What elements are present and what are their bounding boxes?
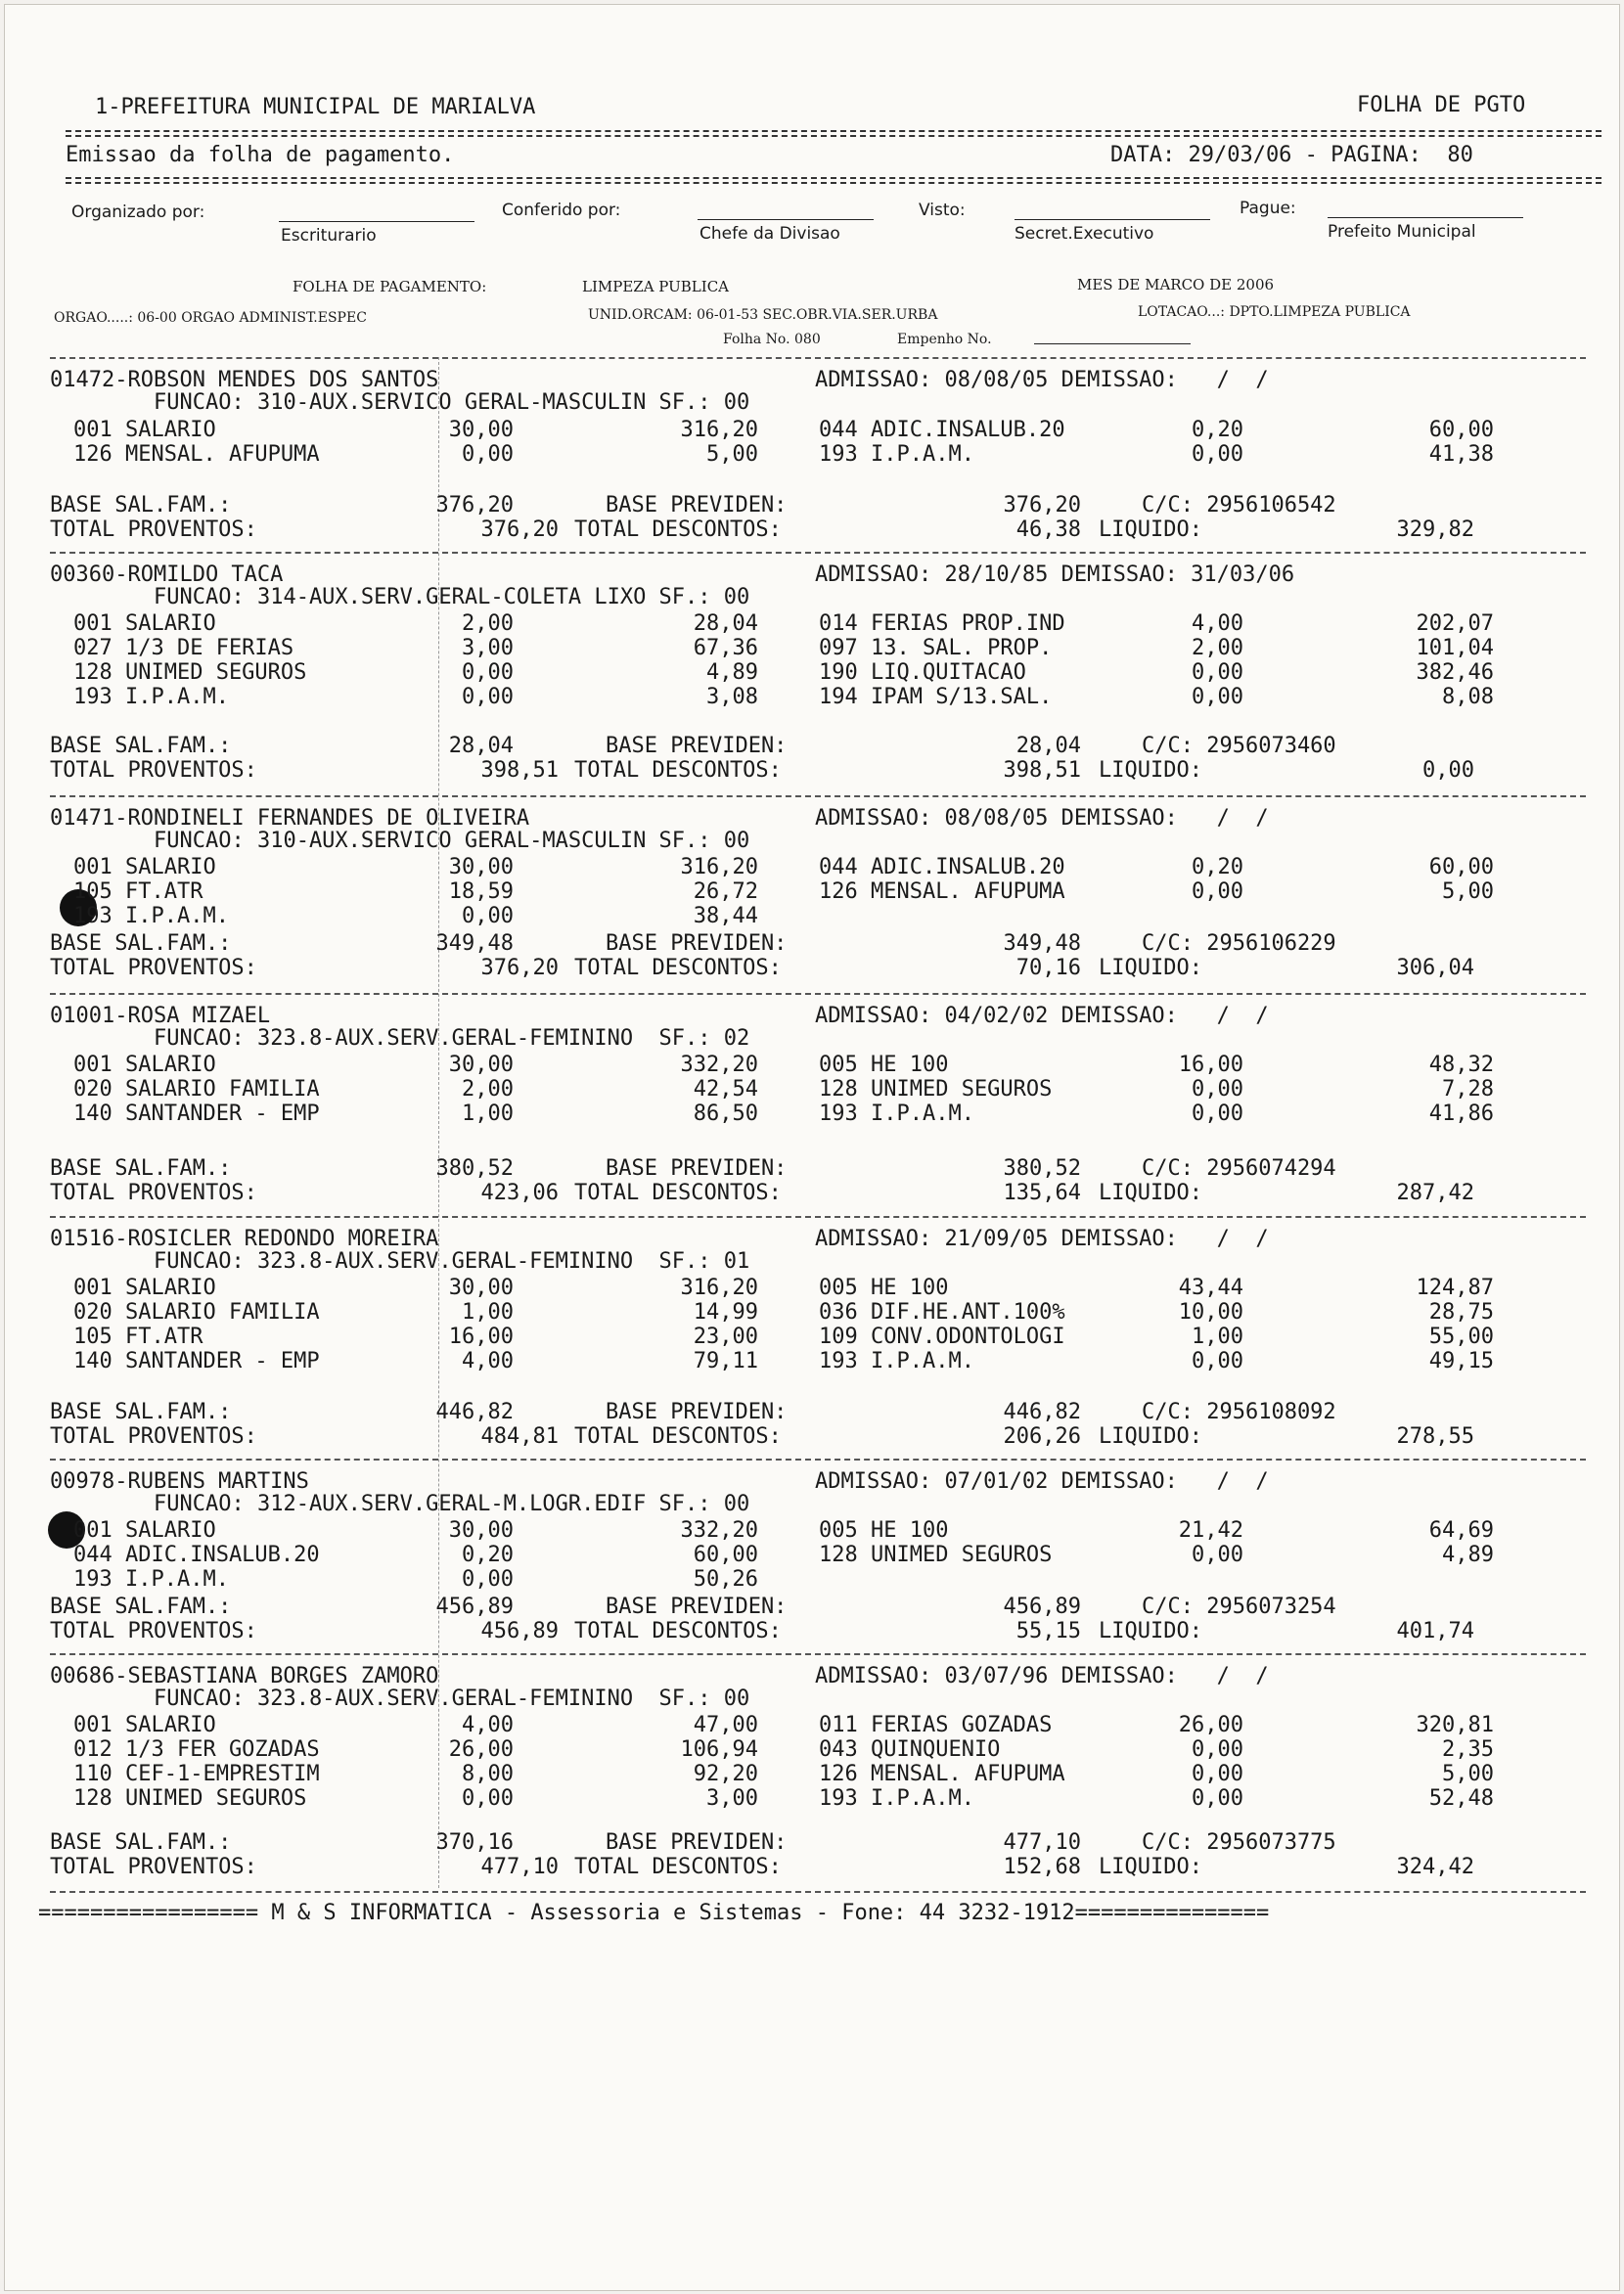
base-previden-label: BASE PREVIDEN:: [606, 1156, 788, 1181]
earning-quantity: 2,00: [462, 1077, 514, 1102]
earning-value: 316,20: [680, 855, 758, 879]
deduction-quantity: 1,00: [1192, 1325, 1243, 1349]
base-sal-fam-value: 28,04: [448, 734, 514, 758]
liquido-label: LIQUIDO:: [1099, 1619, 1202, 1643]
base-sal-fam-label: BASE SAL.FAM.:: [50, 931, 232, 956]
deduction-quantity: 0,00: [1192, 879, 1243, 904]
base-sal-fam-value: 446,82: [435, 1400, 514, 1424]
base-sal-fam-label: BASE SAL.FAM.:: [50, 1830, 232, 1855]
deduction-description: 044 ADIC.INSALUB.20: [819, 418, 1065, 442]
earning-value: 3,08: [706, 685, 758, 709]
deduction-value: 4,89: [1442, 1543, 1494, 1567]
base-previden-value: 446,82: [1003, 1400, 1081, 1424]
liquido-label: LIQUIDO:: [1099, 1855, 1202, 1879]
earning-value: 332,20: [680, 1518, 758, 1543]
deduction-value: 48,32: [1428, 1053, 1494, 1077]
earning-quantity: 26,00: [448, 1737, 514, 1762]
doc-type: FOLHA DE PGTO: [1357, 93, 1526, 117]
folha-no: Folha No. 080: [723, 332, 821, 347]
header-divider-bottom: [66, 177, 1601, 184]
deduction-quantity: 0,00: [1192, 685, 1243, 709]
bank-account: C/C: 2956073775: [1142, 1830, 1336, 1855]
total-descontos-label: TOTAL DESCONTOS:: [574, 956, 782, 980]
employee-admissao: ADMISSAO: 21/09/05 DEMISSAO: / /: [815, 1227, 1269, 1251]
base-previden-value: 28,04: [1015, 734, 1081, 758]
earning-value: 60,00: [693, 1543, 758, 1567]
employee-divider: [50, 552, 1586, 554]
earning-description: 001 SALARIO: [73, 418, 216, 442]
deduction-description: 193 I.P.A.M.: [819, 1786, 974, 1811]
earning-description: 001 SALARIO: [73, 1518, 216, 1543]
liquido-label: LIQUIDO:: [1099, 1181, 1202, 1205]
header-divider-top: [66, 130, 1601, 137]
total-proventos-label: TOTAL PROVENTOS:: [50, 1181, 257, 1205]
liquido-value: 306,04: [1396, 956, 1474, 980]
deduction-quantity: 0,00: [1192, 1762, 1243, 1786]
earning-quantity: 16,00: [448, 1325, 514, 1349]
deduction-value: 101,04: [1416, 636, 1494, 660]
employee-name: 01001-ROSA MIZAEL: [50, 1004, 271, 1028]
deduction-value: 320,81: [1416, 1713, 1494, 1737]
earning-value: 106,94: [680, 1737, 758, 1762]
liquido-value: 0,00: [1422, 758, 1474, 783]
base-previden-value: 477,10: [1003, 1830, 1081, 1855]
empenho-line: [1034, 343, 1191, 344]
deduction-description: 005 HE 100: [819, 1053, 949, 1077]
deduction-quantity: 26,00: [1178, 1713, 1243, 1737]
deduction-description: 043 QUINQUENIO: [819, 1737, 1001, 1762]
earning-description: 020 SALARIO FAMILIA: [73, 1077, 320, 1102]
employee-funcao: FUNCAO: 323.8-AUX.SERV.GERAL-FEMININO SF.: 01: [154, 1249, 750, 1274]
role-secretario: Secret.Executivo: [1015, 224, 1154, 244]
folha-value: LIMPEZA PUBLICA: [582, 278, 729, 295]
deduction-value: 41,38: [1428, 442, 1494, 467]
bank-account: C/C: 2956073460: [1142, 734, 1336, 758]
deduction-quantity: 0,00: [1192, 1349, 1243, 1373]
base-sal-fam-label: BASE SAL.FAM.:: [50, 493, 232, 517]
orgao-label: ORGAO.....: 06-00 ORGAO ADMINIST.ESPEC: [54, 310, 367, 326]
base-previden-label: BASE PREVIDEN:: [606, 931, 788, 956]
base-previden-label: BASE PREVIDEN:: [606, 1830, 788, 1855]
employee-funcao: FUNCAO: 323.8-AUX.SERV.GERAL-FEMININO SF.: 00: [154, 1687, 750, 1711]
earning-quantity: 4,00: [462, 1349, 514, 1373]
earning-value: 5,00: [706, 442, 758, 467]
earning-quantity: 2,00: [462, 611, 514, 636]
seen-label: Visto:: [919, 201, 966, 220]
earning-description: 126 MENSAL. AFUPUMA: [73, 442, 320, 467]
earning-value: 23,00: [693, 1325, 758, 1349]
deduction-quantity: 0,00: [1192, 1737, 1243, 1762]
footer-divider: [50, 1891, 1586, 1893]
earning-value: 50,26: [693, 1567, 758, 1592]
earning-quantity: 30,00: [448, 1053, 514, 1077]
employee-name: 01516-ROSICLER REDONDO MOREIRA: [50, 1227, 439, 1251]
total-proventos-value: 456,89: [480, 1619, 559, 1643]
employee-divider: [50, 993, 1586, 995]
deduction-quantity: 0,20: [1192, 418, 1243, 442]
deduction-description: 126 MENSAL. AFUPUMA: [819, 879, 1065, 904]
earning-quantity: 1,00: [462, 1300, 514, 1325]
empenho-label: Empenho No.: [897, 332, 992, 347]
earning-value: 14,99: [693, 1300, 758, 1325]
total-descontos-value: 152,68: [1003, 1855, 1081, 1879]
total-descontos-value: 398,51: [1003, 758, 1081, 783]
deduction-value: 124,87: [1416, 1276, 1494, 1300]
deduction-quantity: 16,00: [1178, 1053, 1243, 1077]
deduction-value: 49,15: [1428, 1349, 1494, 1373]
deduction-quantity: 2,00: [1192, 636, 1243, 660]
pay-label: Pague:: [1240, 199, 1296, 218]
earning-description: 044 ADIC.INSALUB.20: [73, 1543, 320, 1567]
earning-description: 027 1/3 DE FERIAS: [73, 636, 294, 660]
base-previden-value: 376,20: [1003, 493, 1081, 517]
employee-funcao: FUNCAO: 323.8-AUX.SERV.GERAL-FEMININO SF.: 02: [154, 1026, 750, 1051]
employee-admissao: ADMISSAO: 28/10/85 DEMISSAO: 31/03/06: [815, 562, 1295, 587]
base-sal-fam-value: 380,52: [435, 1156, 514, 1181]
earning-description: 001 SALARIO: [73, 855, 216, 879]
total-proventos-label: TOTAL PROVENTOS:: [50, 956, 257, 980]
total-descontos-label: TOTAL DESCONTOS:: [574, 1181, 782, 1205]
deduction-quantity: 0,00: [1192, 1077, 1243, 1102]
earning-quantity: 30,00: [448, 1276, 514, 1300]
base-previden-value: 456,89: [1003, 1595, 1081, 1619]
deduction-description: 005 HE 100: [819, 1276, 949, 1300]
deduction-description: 193 I.P.A.M.: [819, 1102, 974, 1126]
deduction-value: 5,00: [1442, 1762, 1494, 1786]
deduction-description: 193 I.P.A.M.: [819, 442, 974, 467]
deduction-value: 8,08: [1442, 685, 1494, 709]
base-sal-fam-value: 349,48: [435, 931, 514, 956]
earning-quantity: 0,20: [462, 1543, 514, 1567]
earning-description: 193 I.P.A.M.: [73, 685, 229, 709]
earning-quantity: 4,00: [462, 1713, 514, 1737]
employee-admissao: ADMISSAO: 04/02/02 DEMISSAO: / /: [815, 1004, 1269, 1028]
liquido-label: LIQUIDO:: [1099, 956, 1202, 980]
employee-divider: [50, 1216, 1586, 1218]
deduction-description: 014 FERIAS PROP.IND: [819, 611, 1065, 636]
base-sal-fam-label: BASE SAL.FAM.:: [50, 1156, 232, 1181]
total-proventos-label: TOTAL PROVENTOS:: [50, 1619, 257, 1643]
earning-value: 4,89: [706, 660, 758, 685]
total-proventos-label: TOTAL PROVENTOS:: [50, 1855, 257, 1879]
employee-divider: [50, 357, 1586, 359]
emission-text: Emissao da folha de pagamento.: [66, 143, 455, 167]
earning-description: 110 CEF-1-EMPRESTIM: [73, 1762, 320, 1786]
total-proventos-label: TOTAL PROVENTOS:: [50, 1424, 257, 1449]
deduction-value: 60,00: [1428, 855, 1494, 879]
bank-account: C/C: 2956108092: [1142, 1400, 1336, 1424]
total-proventos-value: 423,06: [480, 1181, 559, 1205]
deduction-quantity: 0,00: [1192, 1102, 1243, 1126]
earning-value: 332,20: [680, 1053, 758, 1077]
earning-quantity: 0,00: [462, 1567, 514, 1592]
total-proventos-label: TOTAL PROVENTOS:: [50, 517, 257, 542]
deduction-quantity: 0,20: [1192, 855, 1243, 879]
liquido-label: LIQUIDO:: [1099, 517, 1202, 542]
base-sal-fam-value: 376,20: [435, 493, 514, 517]
deduction-description: 005 HE 100: [819, 1518, 949, 1543]
base-previden-value: 380,52: [1003, 1156, 1081, 1181]
folha-label: FOLHA DE PAGAMENTO:: [293, 278, 487, 295]
checked-line: [698, 219, 874, 220]
earning-description: 001 SALARIO: [73, 1276, 216, 1300]
employee-admissao: ADMISSAO: 08/08/05 DEMISSAO: / /: [815, 806, 1269, 831]
employee-funcao: FUNCAO: 310-AUX.SERVICO GERAL-MASCULIN SF.: 00: [154, 390, 750, 415]
earning-quantity: 0,00: [462, 1786, 514, 1811]
total-proventos-value: 398,51: [480, 758, 559, 783]
organized-line: [279, 221, 474, 222]
bank-account: C/C: 2956106229: [1142, 931, 1336, 956]
deduction-description: 126 MENSAL. AFUPUMA: [819, 1762, 1065, 1786]
total-descontos-label: TOTAL DESCONTOS:: [574, 1619, 782, 1643]
deduction-description: 011 FERIAS GOZADAS: [819, 1713, 1053, 1737]
lotacao-label: LOTACAO...: DPTO.LIMPEZA PUBLICA: [1138, 304, 1411, 320]
earning-description: 193 I.P.A.M.: [73, 904, 229, 928]
earning-value: 42,54: [693, 1077, 758, 1102]
deduction-quantity: 0,00: [1192, 1786, 1243, 1811]
earning-description: 140 SANTANDER - EMP: [73, 1102, 320, 1126]
deduction-value: 7,28: [1442, 1077, 1494, 1102]
employee-name: 01471-RONDINELI FERNANDES DE OLIVEIRA: [50, 806, 530, 831]
earning-value: 92,20: [693, 1762, 758, 1786]
earning-description: 105 FT.ATR: [73, 1325, 203, 1349]
payroll-page: [4, 4, 1620, 2291]
deduction-description: 097 13. SAL. PROP.: [819, 636, 1053, 660]
employee-divider: [50, 795, 1586, 797]
earning-value: 86,50: [693, 1102, 758, 1126]
deduction-description: 036 DIF.HE.ANT.100%: [819, 1300, 1065, 1325]
earning-value: 26,72: [693, 879, 758, 904]
employee-admissao: ADMISSAO: 03/07/96 DEMISSAO: / /: [815, 1664, 1269, 1688]
base-previden-label: BASE PREVIDEN:: [606, 493, 788, 517]
base-sal-fam-value: 370,16: [435, 1830, 514, 1855]
earning-description: 020 SALARIO FAMILIA: [73, 1300, 320, 1325]
bank-account: C/C: 2956073254: [1142, 1595, 1336, 1619]
deduction-description: 193 I.P.A.M.: [819, 1349, 974, 1373]
earning-value: 28,04: [693, 611, 758, 636]
role-escriturario: Escriturario: [281, 226, 377, 246]
deduction-quantity: 0,00: [1192, 442, 1243, 467]
total-proventos-value: 477,10: [480, 1855, 559, 1879]
total-descontos-label: TOTAL DESCONTOS:: [574, 1855, 782, 1879]
deduction-quantity: 4,00: [1192, 611, 1243, 636]
base-previden-label: BASE PREVIDEN:: [606, 734, 788, 758]
date-page: DATA: 29/03/06 - PAGINA: 80: [1110, 143, 1473, 167]
employee-name: 00686-SEBASTIANA BORGES ZAMORO: [50, 1664, 439, 1688]
earning-quantity: 0,00: [462, 904, 514, 928]
earning-value: 38,44: [693, 904, 758, 928]
liquido-value: 401,74: [1396, 1619, 1474, 1643]
employee-admissao: ADMISSAO: 07/01/02 DEMISSAO: / /: [815, 1469, 1269, 1494]
earning-quantity: 8,00: [462, 1762, 514, 1786]
earning-value: 3,00: [706, 1786, 758, 1811]
base-previden-label: BASE PREVIDEN:: [606, 1595, 788, 1619]
liquido-value: 278,55: [1396, 1424, 1474, 1449]
org-title: 1-PREFEITURA MUNICIPAL DE MARIALVA: [95, 95, 536, 119]
liquido-label: LIQUIDO:: [1099, 1424, 1202, 1449]
earning-quantity: 30,00: [448, 1518, 514, 1543]
earning-description: 193 I.P.A.M.: [73, 1567, 229, 1592]
deduction-value: 52,48: [1428, 1786, 1494, 1811]
earning-description: 001 SALARIO: [73, 611, 216, 636]
earning-description: 140 SANTANDER - EMP: [73, 1349, 320, 1373]
deduction-value: 5,00: [1442, 879, 1494, 904]
total-descontos-value: 55,15: [1015, 1619, 1081, 1643]
employee-funcao: FUNCAO: 314-AUX.SERV.GERAL-COLETA LIXO SF.: 00: [154, 585, 750, 609]
deduction-description: 109 CONV.ODONTOLOGI: [819, 1325, 1065, 1349]
deduction-value: 202,07: [1416, 611, 1494, 636]
base-sal-fam-label: BASE SAL.FAM.:: [50, 1400, 232, 1424]
base-sal-fam-label: BASE SAL.FAM.:: [50, 1595, 232, 1619]
earning-quantity: 0,00: [462, 660, 514, 685]
deduction-description: 194 IPAM S/13.SAL.: [819, 685, 1053, 709]
employee-admissao: ADMISSAO: 08/08/05 DEMISSAO: / /: [815, 368, 1269, 392]
deduction-value: 55,00: [1428, 1325, 1494, 1349]
bank-account: C/C: 2956074294: [1142, 1156, 1336, 1181]
deduction-value: 382,46: [1416, 660, 1494, 685]
earning-quantity: 1,00: [462, 1102, 514, 1126]
earning-quantity: 18,59: [448, 879, 514, 904]
earning-quantity: 30,00: [448, 855, 514, 879]
total-proventos-label: TOTAL PROVENTOS:: [50, 758, 257, 783]
total-descontos-value: 46,38: [1015, 517, 1081, 542]
earning-quantity: 30,00: [448, 418, 514, 442]
deduction-value: 2,35: [1442, 1737, 1494, 1762]
deduction-value: 64,69: [1428, 1518, 1494, 1543]
pay-line: [1328, 217, 1523, 218]
bank-account: C/C: 2956106542: [1142, 493, 1336, 517]
base-sal-fam-label: BASE SAL.FAM.:: [50, 734, 232, 758]
deduction-quantity: 10,00: [1178, 1300, 1243, 1325]
employee-name: 00978-RUBENS MARTINS: [50, 1469, 309, 1494]
total-descontos-value: 135,64: [1003, 1181, 1081, 1205]
deduction-value: 60,00: [1428, 418, 1494, 442]
deduction-description: 044 ADIC.INSALUB.20: [819, 855, 1065, 879]
liquido-value: 329,82: [1396, 517, 1474, 542]
total-descontos-label: TOTAL DESCONTOS:: [574, 758, 782, 783]
earning-quantity: 0,00: [462, 685, 514, 709]
deduction-value: 28,75: [1428, 1300, 1494, 1325]
deduction-description: 128 UNIMED SEGUROS: [819, 1543, 1053, 1567]
base-previden-value: 349,48: [1003, 931, 1081, 956]
deduction-quantity: 0,00: [1192, 660, 1243, 685]
unid-label: UNID.ORCAM: 06-01-53 SEC.OBR.VIA.SER.URBA: [588, 307, 938, 323]
role-prefeito: Prefeito Municipal: [1328, 222, 1476, 242]
earning-quantity: 0,00: [462, 442, 514, 467]
role-chefe: Chefe da Divisao: [699, 224, 840, 244]
earning-description: 105 FT.ATR: [73, 879, 203, 904]
liquido-label: LIQUIDO:: [1099, 758, 1202, 783]
earning-value: 316,20: [680, 418, 758, 442]
deduction-quantity: 43,44: [1178, 1276, 1243, 1300]
employee-divider: [50, 1653, 1586, 1655]
employee-funcao: FUNCAO: 312-AUX.SERV.GERAL-M.LOGR.EDIF SF.: 00: [154, 1492, 750, 1516]
total-descontos-label: TOTAL DESCONTOS:: [574, 1424, 782, 1449]
deduction-quantity: 0,00: [1192, 1543, 1243, 1567]
employee-divider: [50, 1459, 1586, 1461]
earning-value: 316,20: [680, 1276, 758, 1300]
employee-name: 00360-ROMILDO TACA: [50, 562, 284, 587]
earning-description: 128 UNIMED SEGUROS: [73, 660, 307, 685]
liquido-value: 324,42: [1396, 1855, 1474, 1879]
organized-label: Organizado por:: [71, 202, 205, 222]
base-previden-label: BASE PREVIDEN:: [606, 1400, 788, 1424]
earning-value: 79,11: [693, 1349, 758, 1373]
checked-label: Conferido por:: [502, 201, 621, 220]
earning-description: 128 UNIMED SEGUROS: [73, 1786, 307, 1811]
deduction-quantity: 21,42: [1178, 1518, 1243, 1543]
employee-name: 01472-ROBSON MENDES DOS SANTOS: [50, 368, 439, 392]
footer-credit: ================= M & S INFORMATICA - Assessoria e Sistemas - Fone: 44 3232-1912===============: [38, 1901, 1270, 1925]
total-descontos-value: 70,16: [1015, 956, 1081, 980]
earning-description: 012 1/3 FER GOZADAS: [73, 1737, 320, 1762]
total-descontos-value: 206,26: [1003, 1424, 1081, 1449]
total-proventos-value: 484,81: [480, 1424, 559, 1449]
total-proventos-value: 376,20: [480, 956, 559, 980]
base-sal-fam-value: 456,89: [435, 1595, 514, 1619]
total-descontos-label: TOTAL DESCONTOS:: [574, 517, 782, 542]
earning-value: 47,00: [693, 1713, 758, 1737]
total-proventos-value: 376,20: [480, 517, 559, 542]
earning-quantity: 3,00: [462, 636, 514, 660]
employee-funcao: FUNCAO: 310-AUX.SERVICO GERAL-MASCULIN SF.: 00: [154, 829, 750, 853]
earning-value: 67,36: [693, 636, 758, 660]
deduction-description: 128 UNIMED SEGUROS: [819, 1077, 1053, 1102]
seen-line: [1015, 219, 1210, 220]
deduction-value: 41,86: [1428, 1102, 1494, 1126]
liquido-value: 287,42: [1396, 1181, 1474, 1205]
deduction-description: 190 LIQ.QUITACAO: [819, 660, 1026, 685]
earning-description: 001 SALARIO: [73, 1053, 216, 1077]
month-label: MES DE MARCO DE 2006: [1077, 276, 1275, 293]
earning-description: 001 SALARIO: [73, 1713, 216, 1737]
